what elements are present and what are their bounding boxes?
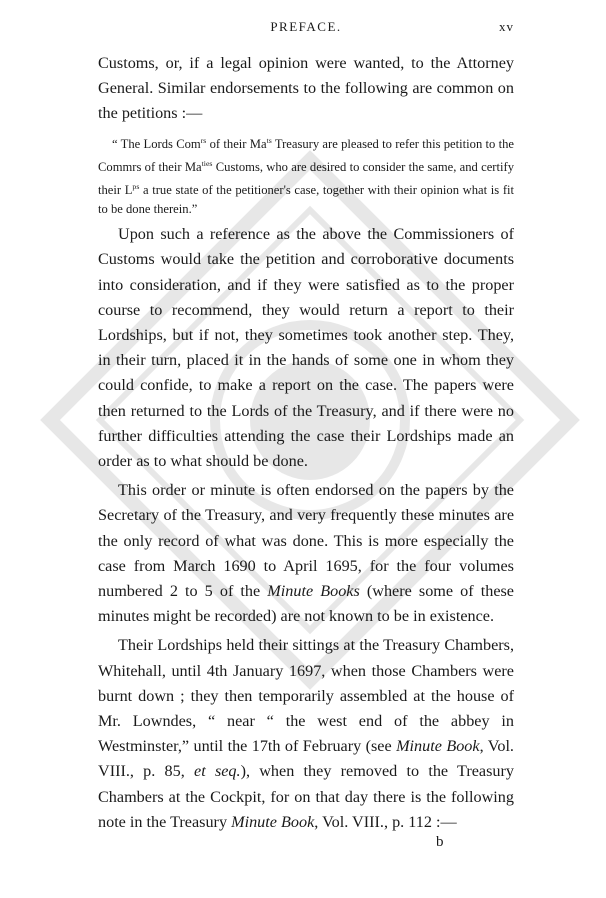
paragraph: Their Lordships held their sittings at the Treasury Chambers, Whitehall, until 4th January 1697, when those Chambers were burnt down ; they then temporarily assembled at the house of Mr. Lowndes, “ near “ the west end of the abbey in Westminster,” until the 17th of February (see Minute Book, Vol. VIII., p. 85, et seq.), when they removed to the Treasury Chambers at the Cockpit, for on that day there is the following note in the Treasury Minute Book, Vol. VIII., p. 112 :—: [98, 636, 514, 831]
running-title: PREFACE.: [270, 19, 342, 34]
signature-mark: b: [436, 834, 444, 850]
paragraph: This order or minute is often endorsed on the papers by the Secretary of the Treasury, and very frequently these minutes are the only record of what was done. This is more especially the case from March 1690 to April 1695, for the four volumes numbered 2 to 5 of the Minute Books (where some of these minutes might be recorded) are not known to be in existence.: [98, 481, 514, 626]
page-header: [98, 19, 514, 37]
paragraph-continuation: Customs, or, if a legal opinion were wanted, to the Attorney General. Similar endorsements to the following are common on the petitions :—: [98, 54, 514, 123]
body-text: [98, 51, 514, 835]
paragraph: Upon such a reference as the above the Commissioners of Customs would take the petition and corroborative documents into consideration, and if they were satisfied as to the proper course to recommend, they would return a report to their Lordships, but if not, they sometimes took another step. They, in their turn, placed it in the hands of some one in whom they could confide, to make a report on the case. The papers were then returned to the Lords of the Treasury, and if there were no further difficulties attending the case their Lordships made an order as to what should be done.: [98, 225, 514, 470]
block-quote: “ The Lords Com$^{rs}$ of their $Ma^{ts}$ Treasury are pleased to refer this petition to the Commrs of their $Ma^{ties}$ Customs, who are desired to consider the same, and certify their $L^{ps}$ a true state of the petitioner's case, together with their opinion what is fit to be done therein.”: [98, 135, 515, 217]
page-number: xv: [499, 19, 514, 34]
